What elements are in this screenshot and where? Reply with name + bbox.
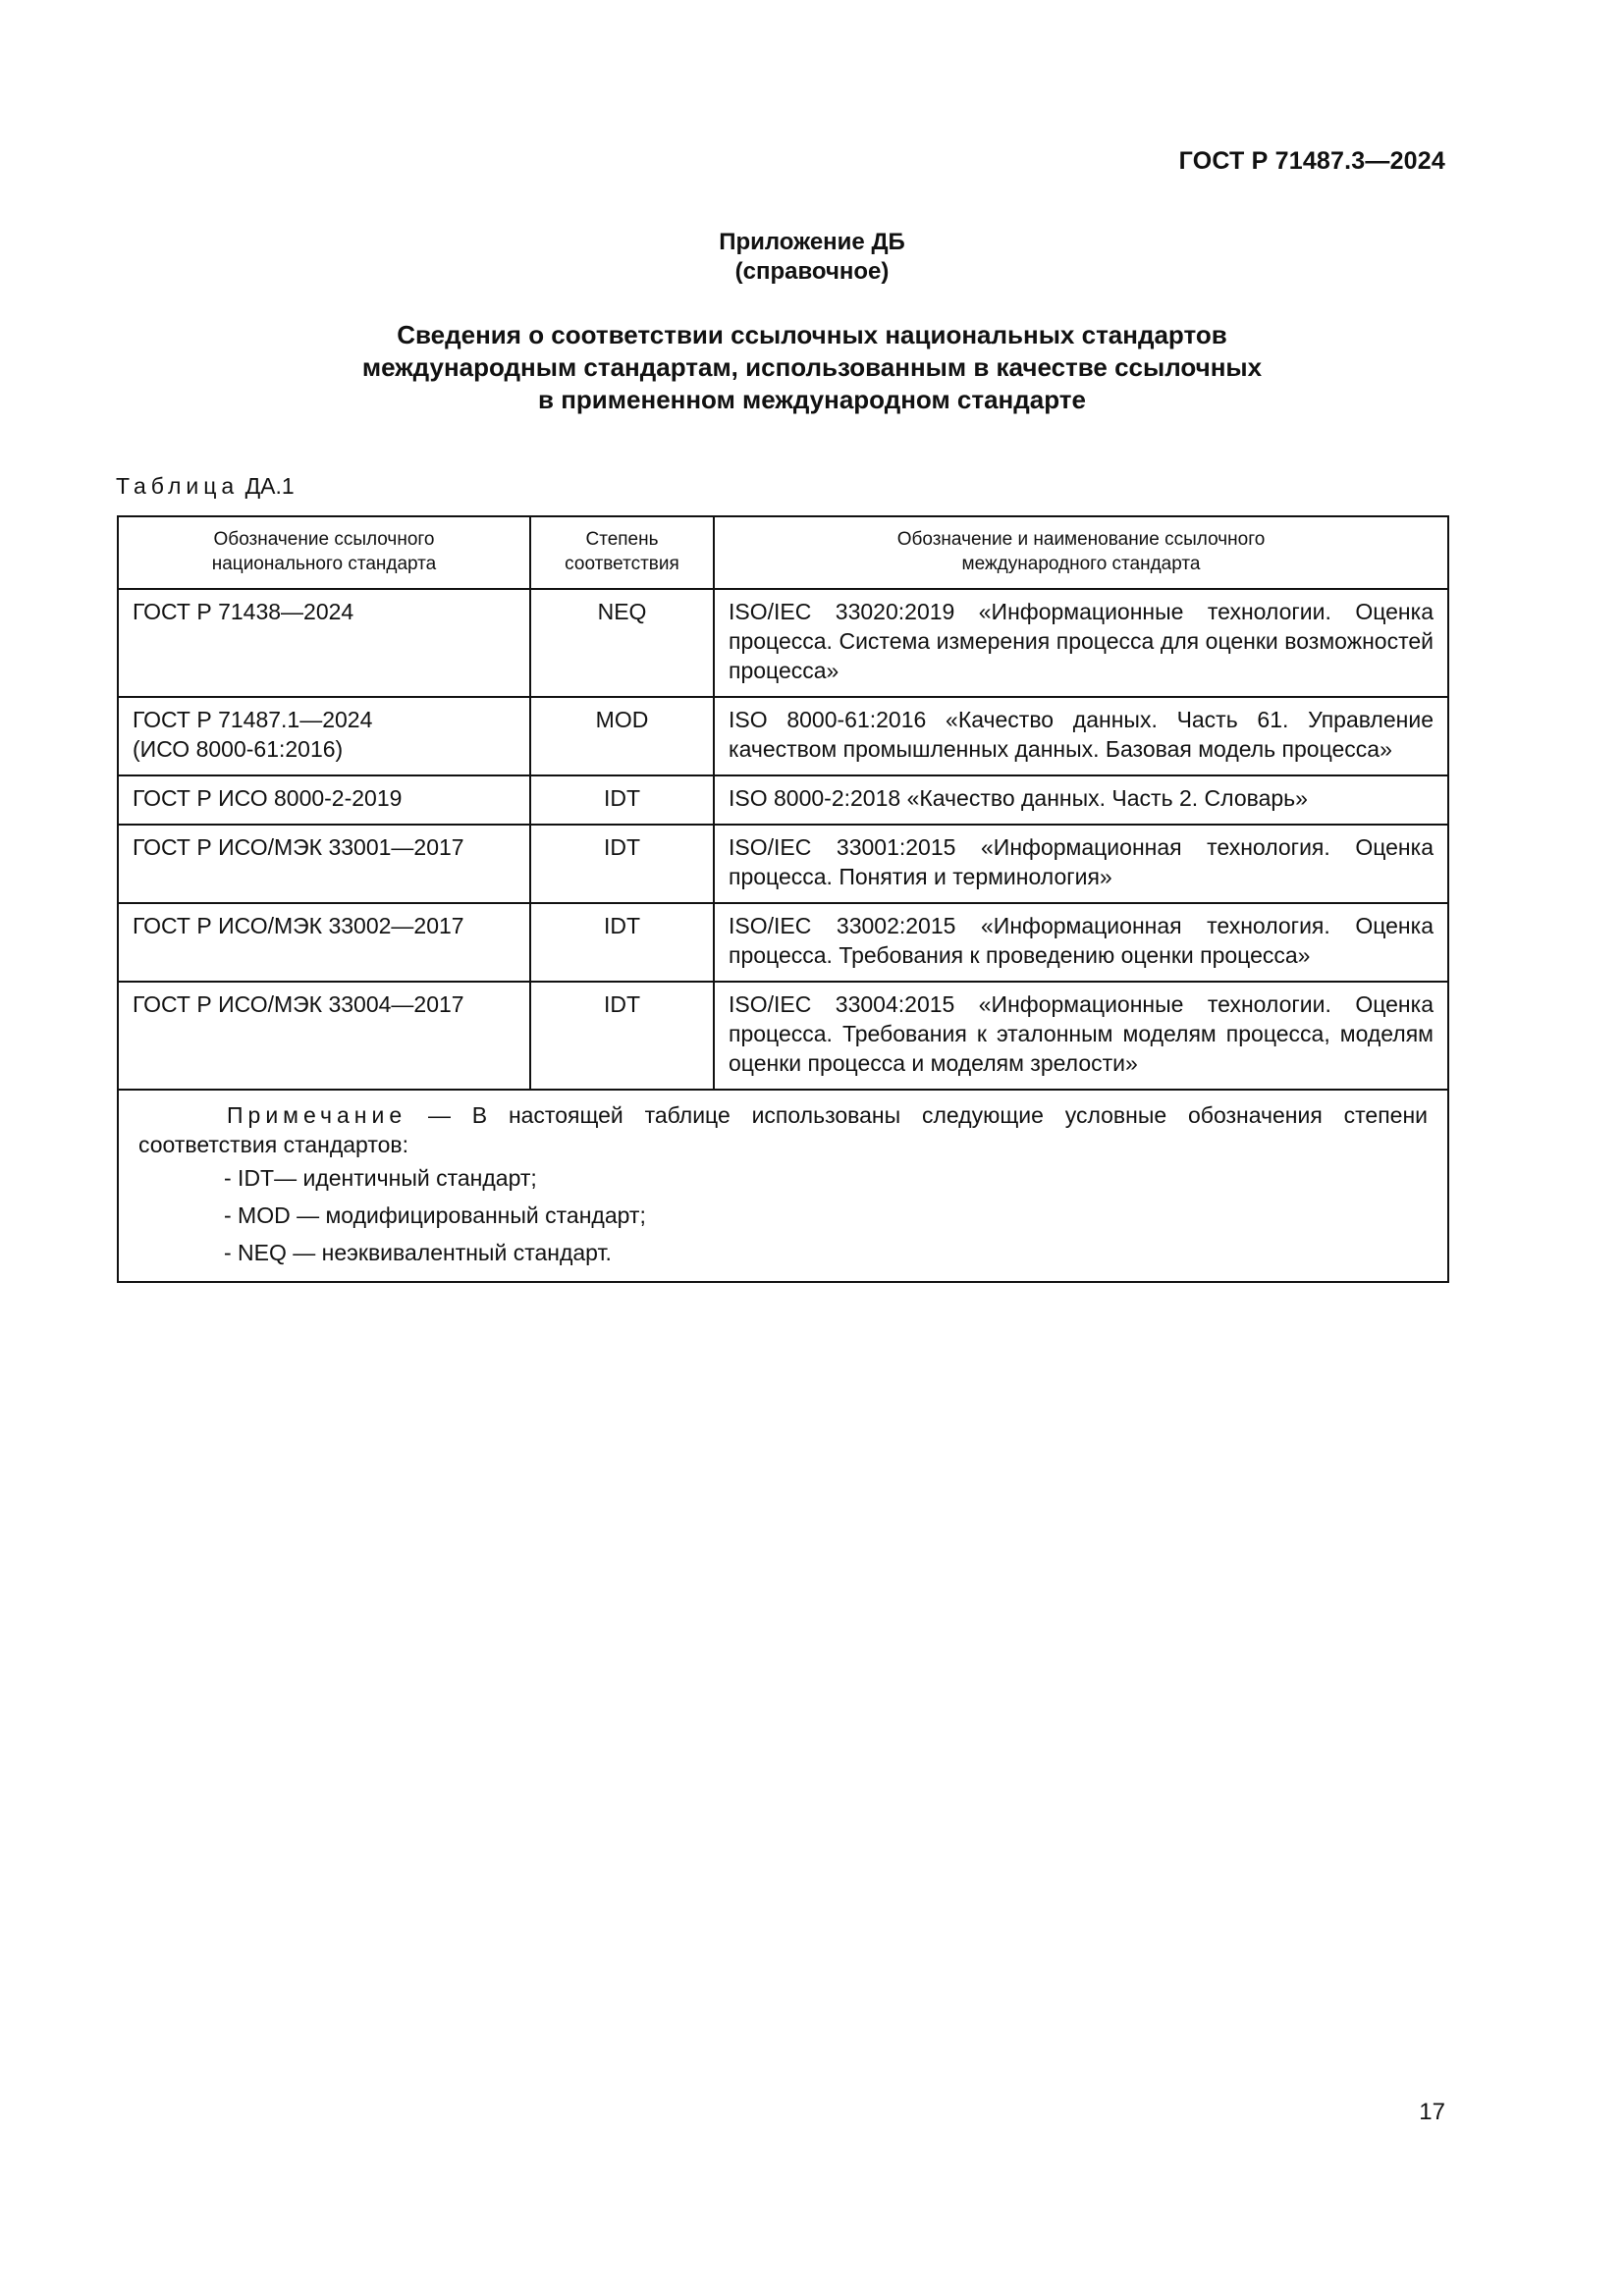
note-text: — В настоящей таблице использованы следующие условные обозначения степени соответствия стандартов: bbox=[138, 1102, 1428, 1157]
note-item-mod: - MOD — модифицированный стандарт; bbox=[224, 1202, 646, 1228]
table-row bbox=[118, 589, 1448, 697]
international-standard-cell: ISO 8000-61:2016 «Качество данных. Часть 61. Управление качеством промышленных данных. Базовая модель процесса» bbox=[714, 697, 1448, 775]
title-line-3: в примененном международном стандарте bbox=[538, 385, 1086, 414]
table-row bbox=[118, 903, 1448, 982]
note-item-idt: - IDT— идентичный стандарт; bbox=[224, 1165, 537, 1191]
standards-table bbox=[117, 515, 1449, 1283]
degree-cell: MOD bbox=[530, 697, 714, 775]
table-note-row bbox=[118, 1090, 1448, 1282]
note-label: Примечание bbox=[227, 1102, 407, 1128]
international-standard-cell: ISO/IEC 33002:2015 «Информационная технология. Оценка процесса. Требования к проведению оценки процесса» bbox=[714, 903, 1448, 982]
appendix-heading bbox=[0, 228, 1624, 287]
table-row bbox=[118, 775, 1448, 825]
international-standard-cell: ISO 8000-2:2018 «Качество данных. Часть 2. Словарь» bbox=[714, 775, 1448, 825]
national-standard-cell: ГОСТ Р ИСО/МЭК 33004—2017 bbox=[118, 982, 530, 1090]
national-standard-cell: ГОСТ Р 71438—2024 bbox=[118, 589, 530, 697]
table-caption bbox=[116, 473, 295, 500]
header-degree: Степень соответствия bbox=[530, 516, 714, 589]
table-row bbox=[118, 825, 1448, 903]
header-international-standard: Обозначение и наименование ссылочного международного стандарта bbox=[714, 516, 1448, 589]
header-national-standard: Обозначение ссылочного национального стандарта bbox=[118, 516, 530, 589]
degree-cell: IDT bbox=[530, 903, 714, 982]
table-row bbox=[118, 982, 1448, 1090]
international-standard-cell: ISO/IEC 33004:2015 «Информационные технологии. Оценка процесса. Требования к эталонным моделям процесса, моделям оценки процесса и моделям зрелости» bbox=[714, 982, 1448, 1090]
table-row bbox=[118, 697, 1448, 775]
degree-cell: NEQ bbox=[530, 589, 714, 697]
degree-cell: IDT bbox=[530, 825, 714, 903]
note-item-neq: - NEQ — неэквивалентный стандарт. bbox=[224, 1240, 612, 1265]
national-standard-cell: ГОСТ Р 71487.1—2024 (ИСО 8000-61:2016) bbox=[118, 697, 530, 775]
appendix-title: Приложение ДБ bbox=[719, 229, 905, 255]
table-caption-word: Таблица bbox=[116, 473, 240, 499]
table-caption-id: ДА.1 bbox=[244, 473, 295, 499]
section-title bbox=[0, 319, 1624, 416]
international-standard-cell: ISO/IEC 33001:2015 «Информационная технология. Оценка процесса. Понятия и терминология» bbox=[714, 825, 1448, 903]
national-standard-cell: ГОСТ Р ИСО/МЭК 33001—2017 bbox=[118, 825, 530, 903]
page-number: 17 bbox=[1419, 2099, 1445, 2125]
appendix-subtitle: (справочное) bbox=[734, 258, 890, 285]
document-code: ГОСТ Р 71487.3—2024 bbox=[1178, 147, 1445, 175]
table-note bbox=[118, 1090, 1448, 1282]
title-line-2: международным стандартам, использованным в качестве ссылочных bbox=[361, 352, 1263, 382]
national-standard-cell: ГОСТ Р ИСО/МЭК 33002—2017 bbox=[118, 903, 530, 982]
international-standard-cell: ISO/IEC 33020:2019 «Информационные технологии. Оценка процесса. Система измерения процесса для оценки возможностей процесса» bbox=[714, 589, 1448, 697]
table-header-row bbox=[118, 516, 1448, 589]
degree-cell: IDT bbox=[530, 775, 714, 825]
national-standard-cell: ГОСТ Р ИСО 8000-2-2019 bbox=[118, 775, 530, 825]
title-line-1: Сведения о соответствии ссылочных национальных стандартов bbox=[397, 320, 1227, 349]
degree-cell: IDT bbox=[530, 982, 714, 1090]
